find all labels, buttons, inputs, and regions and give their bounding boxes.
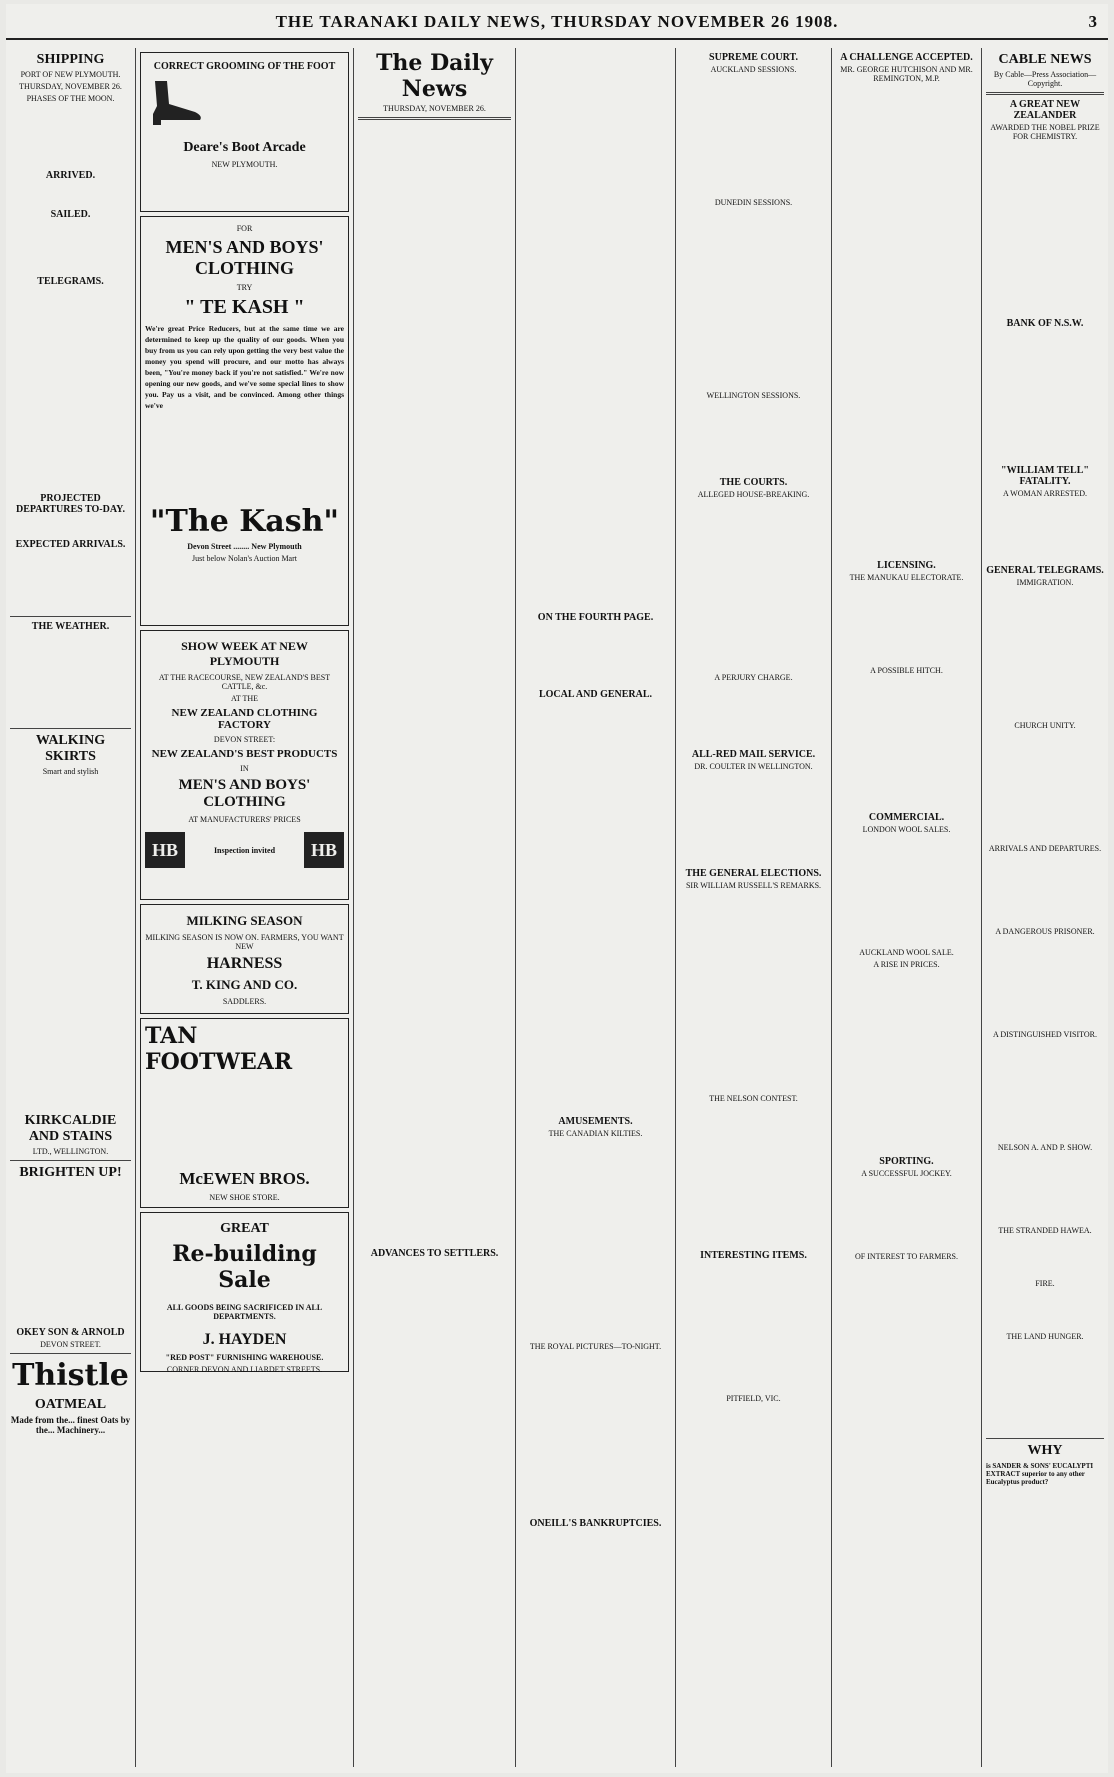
text-block [836,1181,977,1251]
mcewen-name: McEWEN BROS. [179,1169,310,1188]
woman-heading: A WOMAN ARRESTED. [1002,489,1088,498]
harness-ad [140,904,349,1014]
text-block [145,1075,344,1165]
hb-logo-left: HB [145,832,185,868]
housebreaking-heading: ALLEGED HOUSE-BREAKING. [697,490,810,499]
perjury-heading: A PERJURY CHARGE. [714,673,793,682]
text-block [986,733,1104,843]
harness-heading: HARNESS [206,955,283,972]
text-block [520,1354,671,1514]
editorial-title: The Daily News [376,50,493,102]
shipping-heading: SHIPPING [36,52,105,67]
kash-name: " TE KASH " [184,296,305,318]
auckland-heading: AUCKLAND SESSIONS. [710,65,797,74]
deare-name: Deare's Boot Arcade [183,140,306,155]
kirkcaldie-heading: KIRKCALDIE AND STAINS [24,1113,117,1144]
aucwool-heading: AUCKLAND WOOL SALE. [859,948,954,957]
manukau-heading: THE MANUKAU ELECTORATE. [849,573,964,582]
arrived-heading: ARRIVED. [45,170,96,181]
text-block [986,939,1104,1029]
weather-heading: THE WEATHER. [31,621,110,632]
sacrificed: ALL GOODS BEING SACRIFICED IN ALL DEPARTMENTS. [166,1303,323,1321]
text-block [520,48,671,608]
pitfield-heading: PITFIELD, VIC. [726,1394,781,1403]
thistle-tagline: Made from the... finest Oats by the... Machinery... [10,1415,131,1435]
thistle-logo: Thistle [12,1358,129,1393]
brighten-heading: BRIGHTEN UP! [19,1165,122,1180]
local-heading: LOCAL AND GENERAL. [538,689,653,700]
text-block [986,501,1104,561]
text-block [986,1291,1104,1331]
stranded-heading: THE STRANDED HAWEA. [998,1226,1092,1235]
kash-try: TRY [236,283,253,292]
dunedin-heading: DUNEDIN SESSIONS. [714,198,793,207]
church-heading: CHURCH UNITY. [1014,721,1076,730]
nz-factory: NEW ZEALAND CLOTHING FACTORY [171,707,318,731]
mcewen-sub: NEW SHOE STORE. [209,1193,280,1202]
text-block [520,1141,671,1341]
column-advertisements [136,48,354,1767]
rebuilding-sale: Re-building Sale [172,1241,317,1293]
coulter-heading: DR. COULTER IN WELLINGTON. [694,762,813,771]
text-block [10,517,131,535]
kash-copy: We're great Price Reducers, but at the same time we are determined to keep up the quality of our goods. When you buy from us you can rely upon getting the very best value the money you spend will procure, and our motto has always been, "You're money back if you're not satisfied." We're now opening our new goods, and we've some special lines to show you. Pay us a visit, and be convinced. Among other things we've [145,324,344,410]
interesting-heading: INTERESTING ITEMS. [700,1250,807,1261]
projected-heading: PROJECTED DEPARTURES TO-DAY. [16,493,125,515]
newspaper-page [6,4,1108,1773]
kash-clothing: MEN'S AND BOYS' CLOTHING [165,237,324,278]
text-block [836,678,977,808]
challenge-heading: A CHALLENGE ACCEPTED. [840,52,973,63]
kash-ad [140,216,349,626]
best-products: NEW ZEALAND'S BEST PRODUCTS [151,748,338,760]
walking-skirts-heading: WALKING SKIRTS [35,733,106,764]
supreme-heading: SUPREME COURT. [709,52,798,63]
saddlers: SADDLERS. [222,997,267,1006]
port-heading: PORT OF NEW PLYMOUTH. [20,70,121,79]
column-local [516,48,676,1767]
text-block [520,702,671,1112]
okey-sub: DEVON STREET. [40,1340,101,1349]
text-block [358,1261,511,1767]
text-block [10,289,131,489]
text-block [680,774,827,864]
text-block [986,144,1104,314]
mens-clothing: MEN'S AND BOYS' CLOTHING [178,777,311,810]
licensing-heading: LICENSING. [877,560,936,571]
text-block [680,77,827,197]
text-block [680,502,827,672]
column-editorial [354,48,516,1767]
cable-heading: CABLE NEWS [998,52,1092,67]
commercial-heading: COMMERCIAL. [868,812,945,823]
dangerous-heading: A DANGEROUS PRISONER. [995,927,1095,936]
text-block [986,590,1104,720]
nelson-heading: THE NELSON CONTEST. [709,1094,798,1103]
foot-ad [140,52,349,212]
possible-heading: A POSSIBLE HITCH. [870,666,943,675]
text-block [680,685,827,745]
masthead-title: THE TARANAKI DAILY NEWS, THURSDAY NOVEMBER 26 1908. [275,12,839,31]
great-nz-heading: A GREAT NEW ZEALANDER [1009,99,1081,121]
show-week: SHOW WEEK AT NEW PLYMOUTH [181,639,308,668]
sailed-heading: SAILED. [50,209,91,220]
oneills-heading: ONEILL'S BANKRUPTCIES. [529,1518,662,1529]
text-block [836,86,977,556]
fourth-page-heading: ON THE FOURTH PAGE. [537,612,654,623]
text-block [680,403,827,473]
devon-street: DEVON STREET: [213,735,276,744]
king-name: T. KING AND CO. [191,977,298,992]
text-block [986,1489,1104,1609]
boot-icon [145,76,205,126]
walking-skirts-sub: Smart and stylish [42,767,99,776]
text-block [836,837,977,947]
wellington-heading: WELLINGTON SESSIONS. [706,391,801,400]
text-block [10,1183,131,1323]
milking-sub: MILKING SEASON IS NOW ON. FARMERS, YOU WANT NEW [145,933,344,951]
tan-footwear: TAN FOOTWEAR [145,1023,293,1075]
wool-heading: LONDON WOOL SALES. [862,825,951,834]
text-block [209,76,344,126]
oatmeal-heading: OATMEAL [34,1397,107,1412]
kash-address: Devon Street ........ New Plymouth [187,542,302,551]
text-block [836,585,977,665]
factory-ad [140,630,349,900]
kilties-heading: THE CANADIAN KILTIES. [548,1129,643,1138]
rebuilding-ad [140,1212,349,1372]
page-number: 3 [1088,12,1098,31]
great: GREAT [220,1221,269,1236]
courts-heading: THE COURTS. [719,477,788,488]
inspection: Inspection invited [213,845,276,855]
allred-heading: ALL-RED MAIL SERVICE. [691,749,816,760]
hb-logo-right: HB [304,832,344,868]
kirkcaldie-sub: LTD., WELLINGTON. [32,1147,109,1156]
challenge-sub: MR. GEORGE HUTCHISON AND MR. REMINGTON, M.P. [840,65,973,83]
column-shipping [6,48,136,1767]
text-block [986,1238,1104,1278]
immigration-heading: IMMIGRATION. [1016,578,1074,587]
text-block [358,124,511,1244]
text-block [10,222,131,272]
fire-heading: FIRE. [1035,1279,1055,1288]
text-block [520,1531,671,1767]
text-block [836,1264,977,1704]
hayden-name: J. HAYDEN [202,1331,287,1348]
advance-heading: A RISE IN PRICES. [873,960,940,969]
land-heading: THE LAND HUNGER. [1006,1332,1084,1341]
sporting-heading: SPORTING. [879,1156,934,1167]
eucalypti-text: is SANDER & SONS' EUCALYPTI EXTRACT superior to any other Eucalyptus product? [986,1462,1094,1486]
farmers-heading: OF INTEREST TO FARMERS. [855,1252,958,1261]
column-courts [676,48,832,1767]
deare-sub: NEW PLYMOUTH. [211,160,278,169]
text-block [680,1106,827,1246]
advances-heading: ADVANCES TO SETTLERS. [370,1248,499,1259]
telegrams-heading: TELEGRAMS. [37,276,104,287]
arrivals-heading: ARRIVALS AND DEPARTURES. [988,844,1102,853]
text-block [986,1344,1104,1434]
kash-near: Just below Nolan's Auction Mart [192,554,297,563]
tell-heading: "WILLIAM TELL" FATALITY. [1001,465,1089,487]
text-block [145,414,344,504]
foot-ad-title: CORRECT GROOMING OF THE FOOT [153,61,336,72]
kash-for: FOR [236,224,253,233]
shipping-date: THURSDAY, NOVEMBER 26. [19,82,122,91]
red-post: "RED POST" FURNISHING WAREHOUSE. [165,1353,324,1362]
racecourse: AT THE RACECOURSE, NEW ZEALAND'S BEST CATTLE, &c. [158,673,331,691]
text-block [986,856,1104,926]
at-the: AT THE [230,694,259,703]
kash-logo: "The Kash" [149,504,340,539]
text-block [986,1042,1104,1142]
text-block [10,183,131,205]
text-block [520,625,671,685]
moon-heading: PHASES OF THE MOON. [26,94,115,103]
nelson-show-heading: NELSON A. AND P. SHOW. [997,1143,1093,1152]
okey-heading: OKEY SON & ARNOLD [16,1327,125,1338]
text-block [836,972,977,1152]
text-block [10,106,131,166]
text-block [986,331,1104,461]
text-block [680,893,827,1093]
in: IN [240,764,249,773]
bank-heading: BANK OF N.S.W. [1006,318,1084,329]
editorial-date: THURSDAY, NOVEMBER 26. [383,104,486,113]
at-prices: AT MANUFACTURERS' PRICES [188,815,301,824]
visitor-heading: A DISTINGUISHED VISITOR. [993,1030,1097,1039]
text-block [680,1406,827,1686]
corner: CORNER DEVON AND LIARDET STREETS. [166,1365,323,1374]
russell-heading: SIR WILLIAM RUSSELL'S REMARKS. [685,881,822,890]
royal-heading: THE ROYAL PICTURES—TO-NIGHT. [529,1342,662,1351]
column-general [832,48,982,1767]
amusements-heading: AMUSEMENTS. [558,1116,633,1127]
why-heading: WHY [1027,1443,1063,1458]
text-block [10,779,131,1109]
tan-footwear-ad [140,1018,349,1208]
nobel-heading: AWARDED THE NOBEL PRIZE FOR CHEMISTRY. [990,123,1100,141]
milking-heading: MILKING SEASON [186,913,303,928]
general-heading: GENERAL TELEGRAMS. [986,565,1104,576]
elections-heading: THE GENERAL ELECTIONS. [685,868,822,879]
column-cable [982,48,1108,1767]
masthead [6,12,1108,40]
text-block [680,1263,827,1393]
text-block [986,1155,1104,1225]
expected-heading: EXPECTED ARRIVALS. [15,539,126,550]
text-block [680,210,827,390]
text-block [10,634,131,724]
text-block [10,552,131,612]
jockey-heading: A SUCCESSFUL JOCKEY. [861,1169,952,1178]
cable-sub: By Cable—Press Association—Copyright. [993,70,1097,88]
